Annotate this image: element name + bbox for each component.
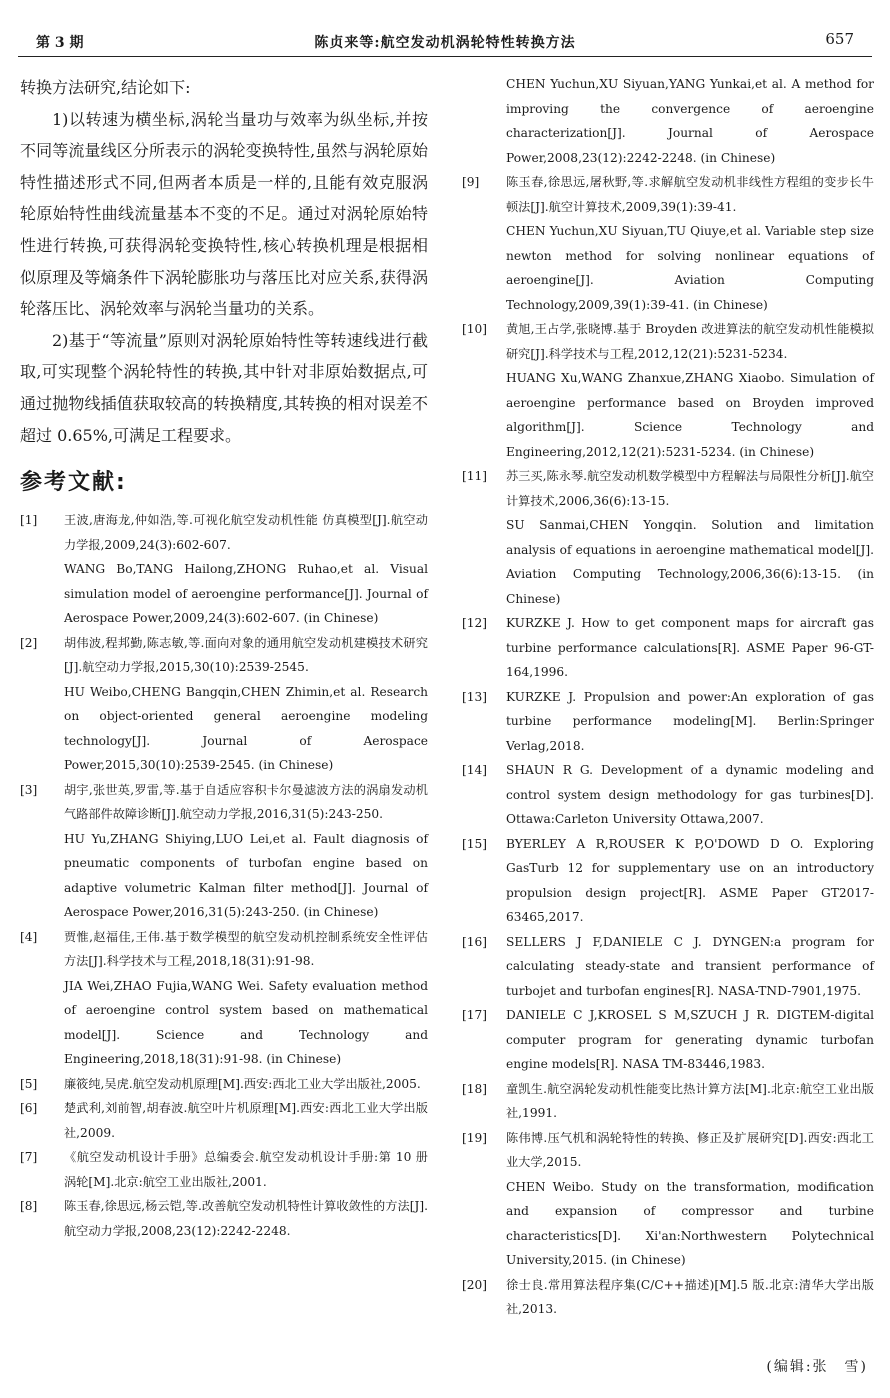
reference-english: CHEN Yuchun,XU Siyuan,TU Qiuye,et al. Variable step size newton method for solving nonlinear equations of aeroengine[J]. Aviation Computing Technology,2009,39(1):39-41. (in Chinese) <box>506 224 874 312</box>
reference-number: [15] <box>462 836 488 851</box>
reference-chinese: 廉筱纯,吴虎.航空发动机原理[M].西安:西北工业大学出版社,2005. <box>64 1076 421 1091</box>
reference-number: [10] <box>462 322 488 336</box>
reference-chinese: 陈伟博.压气机和涡轮特性的转换、修正及扩展研究[D].西安:西北工业大学,2015. <box>506 1130 874 1169</box>
reference-list-left <box>20 508 428 1243</box>
reference-english: KURZKE J. Propulsion and power:An exploration of gas turbine performance modeling[M]. Berlin:Springer Verlag,2018. <box>506 689 874 753</box>
reference-text <box>506 685 874 759</box>
reference-chinese: 陈玉春,徐思远,屠秋野,等.求解航空发动机非线性方程组的变步长牛顿法[J].航空计算技术,2009,39(1):39-41. <box>506 175 874 214</box>
reference-english: WANG Bo,TANG Hailong,ZHONG Ruhao,et al. Visual simulation model of aeroengine performance[J]. Journal of Aerospace Power,2009,24(3):602-607. (in Chinese) <box>64 562 428 626</box>
reference-english: CHEN Yuchun,XU Siyuan,YANG Yunkai,et al. A method for improving the convergence of aeroengine characterization[J]. Journal of Aerospace Power,2008,23(12):2242-2248. (in Chinese) <box>506 77 874 165</box>
reference-chinese: 胡伟波,程邦勤,陈志敏,等.面向对象的通用航空发动机建模技术研究[J].航空动力学报,2015,30(10):2539-2545. <box>64 635 428 675</box>
reference-item <box>20 1072 428 1097</box>
conclusion-intro: 转换方法研究,结论如下: <box>20 78 191 97</box>
reference-english: HU Weibo,CHENG Bangqin,CHEN Zhimin,et al. Research on object-oriented general aeroengine modeling technology[J]. Journal of Aerospace Power,2015,30(10):2539-2545. (in Chinese) <box>64 684 428 773</box>
reference-number: [20] <box>462 1277 488 1292</box>
reference-text <box>64 631 428 778</box>
reference-text <box>506 1003 874 1077</box>
reference-english: KURZKE J. How to get component maps for aircraft gas turbine performance calculations[R]. ASME Paper 96-GT-164,1996. <box>506 616 874 679</box>
reference-english: BYERLEY A R,ROUSER K P,O'DOWD D O. Exploring GasTurb 12 for supplementary use on an introductory propulsion design project[R]. ASME Paper GT2017-63465,2017. <box>506 836 874 924</box>
reference-item <box>462 832 874 930</box>
reference-number: [7] <box>20 1150 38 1165</box>
conclusion-text <box>20 72 428 451</box>
reference-item <box>462 611 874 685</box>
reference-text <box>64 1145 428 1194</box>
reference-english: HU Yu,ZHANG Shiying,LUO Lei,et al. Fault diagnosis of pneumatic components of turbofan engine based on adaptive volumetric Kalman filter method[J]. Journal of Aerospace Power,2016,31(5):243-250. (in Chinese) <box>64 831 428 920</box>
reference-chinese: 苏三买,陈永琴.航空发动机数学模型中方程解法与局限性分析[J].航空计算技术,2006,36(6):13-15. <box>506 469 874 508</box>
reference-chinese: 陈玉春,徐思远,杨云铠,等.改善航空发动机特性计算收敛性的方法[J].航空动力学报,2008,23(12):2242-2248. <box>64 1199 428 1238</box>
reference-number: [14] <box>462 763 488 777</box>
reference-item <box>20 778 428 925</box>
reference-text <box>506 832 874 930</box>
reference-chinese: 贾惟,赵福佳,王伟.基于数学模型的航空发动机控制系统安全性评估方法[J].科学技术与工程,2018,18(31):91-98. <box>64 929 428 969</box>
reference-chinese: 胡宇,张世英,罗雷,等.基于自适应容积卡尔曼滤波方法的涡扇发动机气路部件故障诊断[J].航空动力学报,2016,31(5):243-250. <box>64 782 428 822</box>
reference-chinese: 童凯生.航空涡轮发动机性能变比热计算方法[M].北京:航空工业出版社,1991. <box>506 1081 874 1120</box>
reference-text <box>506 464 874 611</box>
reference-number: [19] <box>462 1130 488 1145</box>
running-header <box>18 28 872 57</box>
reference-text <box>506 1273 874 1322</box>
issue-number: 第 3 期 <box>36 35 84 51</box>
reference-english: SU Sanmai,CHEN Yongqin. Solution and limitation analysis of equations in aeroengine mathematical model[J]. Aviation Computing Technology,2006,36(6):13-15. (in Chinese) <box>506 518 874 606</box>
reference-item <box>20 508 428 631</box>
reference-item <box>462 72 874 170</box>
reference-english: JIA Wei,ZHAO Fujia,WANG Wei. Safety evaluation method of aeroengine control system based on mathematical model[J]. Science and Technology and Engineering,2018,18(31):91-98. (in Chinese) <box>64 978 428 1067</box>
reference-number: [12] <box>462 616 488 630</box>
reference-list-right <box>462 72 874 1322</box>
left-column <box>20 72 428 1243</box>
reference-chinese: 徐士良.常用算法程序集(C/C++描述)[M].5 版.北京:清华大学出版社,2013. <box>506 1277 874 1316</box>
reference-text <box>506 72 874 170</box>
reference-chinese: 王波,唐海龙,仲如浩,等.可视化航空发动机性能 仿真模型[J].航空动力学报,2009,24(3):602-607. <box>64 513 428 552</box>
reference-chinese: 黄旭,王占学,张晓博.基于 Broyden 改进算法的航空发动机性能模拟研究[J].科学技术与工程,2012,12(21):5231-5234. <box>506 322 874 361</box>
reference-text <box>64 1096 428 1145</box>
reference-english: CHEN Weibo. Study on the transformation, modification and expansion of compressor and turbine characteristics[D]. Xi'an:Northwestern Polytechnical University,2015. (in Chinese) <box>506 1179 874 1267</box>
reference-number: [3] <box>20 782 38 797</box>
reference-text <box>64 508 428 631</box>
reference-text <box>64 1194 428 1243</box>
reference-text <box>64 778 428 925</box>
reference-item <box>462 685 874 759</box>
reference-item <box>20 1145 428 1194</box>
reference-item <box>462 1273 874 1322</box>
running-title: 陈贞来等:航空发动机涡轮特性转换方法 <box>314 35 576 51</box>
reference-number: [11] <box>462 469 488 483</box>
reference-item <box>462 464 874 611</box>
reference-text <box>64 925 428 1072</box>
reference-item <box>20 1096 428 1145</box>
reference-text <box>506 170 874 317</box>
reference-number: [13] <box>462 689 488 704</box>
reference-number: [2] <box>20 635 38 650</box>
reference-english: DANIELE C J,KROSEL S M,SZUCH J R. DIGTEM-digital computer program for generating dynamic turbofan engine models[R]. NASA TM-83446,1983. <box>506 1008 874 1071</box>
reference-chinese: 楚武利,刘前智,胡春波.航空叶片机原理[M].西安:西北工业大学出版社,2009. <box>64 1101 428 1140</box>
reference-number: [4] <box>20 929 38 944</box>
right-column <box>462 72 874 1322</box>
reference-number: [16] <box>462 934 488 949</box>
reference-english: HUANG Xu,WANG Zhanxue,ZHANG Xiaobo. Simulation of aeroengine performance based on Broyden improved algorithm[J]. Science Technology and Engineering,2012,12(21):5231-5234. (in Chinese) <box>506 371 874 459</box>
reference-item <box>462 317 874 464</box>
reference-number: [5] <box>20 1076 38 1091</box>
conclusion-point-2: 2)基于“等流量”原则对涡轮原始特性等转速线进行截取,可实现整个涡轮特性的转换,其中针对非原始数据点,可通过抛物线插值获取较高的转换精度,其转换的相对误差不超过 0.65%,可满足工程要求。 <box>20 330 428 445</box>
reference-number: [9] <box>462 175 480 189</box>
reference-item <box>462 1126 874 1273</box>
reference-number: [6] <box>20 1101 38 1116</box>
reference-text <box>506 611 874 685</box>
reference-text <box>506 758 874 832</box>
references-heading: 参考文献: <box>20 470 127 496</box>
conclusion-point-1: 1)以转速为横坐标,涡轮当量功与效率为纵坐标,并按不同等流量线区分所表示的涡轮变换特性,虽然与涡轮原始特性描述形式不同,但两者本质是一样的,且能有效克服涡轮原始特性曲线流量基本不变的不足。通过对涡轮原始特性进行转换,可获得涡轮变换特性,核心转换机理是根据相似原理及等熵条件下涡轮膨胀功与落压比对应关系,获得涡轮落压比、涡轮效率与涡轮当量功的关系。 <box>20 109 428 319</box>
reference-english: SHAUN R G. Development of a dynamic modeling and control system design methodology for gas turbines[D]. Ottawa:Carleton University Ottawa,2007. <box>506 763 874 826</box>
reference-text <box>506 1077 874 1126</box>
reference-number <box>462 72 506 170</box>
reference-item <box>462 1003 874 1077</box>
reference-number: [17] <box>462 1008 488 1022</box>
editor-note: (编辑:张 雪) <box>766 1359 868 1375</box>
reference-item <box>20 1194 428 1243</box>
reference-item <box>462 1077 874 1126</box>
reference-text <box>506 317 874 464</box>
page-number: 657 <box>825 30 854 48</box>
reference-text <box>506 930 874 1004</box>
reference-item <box>462 758 874 832</box>
reference-text <box>64 1072 428 1097</box>
reference-chinese: 《航空发动机设计手册》总编委会.航空发动机设计手册:第 10 册 涡轮[M].北京:航空工业出版社,2001. <box>64 1150 428 1189</box>
reference-text <box>506 1126 874 1273</box>
reference-item <box>462 170 874 317</box>
reference-item <box>462 930 874 1004</box>
reference-item <box>20 925 428 1072</box>
reference-number: [18] <box>462 1081 488 1096</box>
reference-number: [1] <box>20 513 38 528</box>
reference-item <box>20 631 428 778</box>
reference-number: [8] <box>20 1199 38 1214</box>
reference-english: SELLERS J F,DANIELE C J. DYNGEN:a program for calculating steady-state and transient performance of turbojet and turbofan engines[R]. NASA-TND-7901,1975. <box>506 934 874 998</box>
